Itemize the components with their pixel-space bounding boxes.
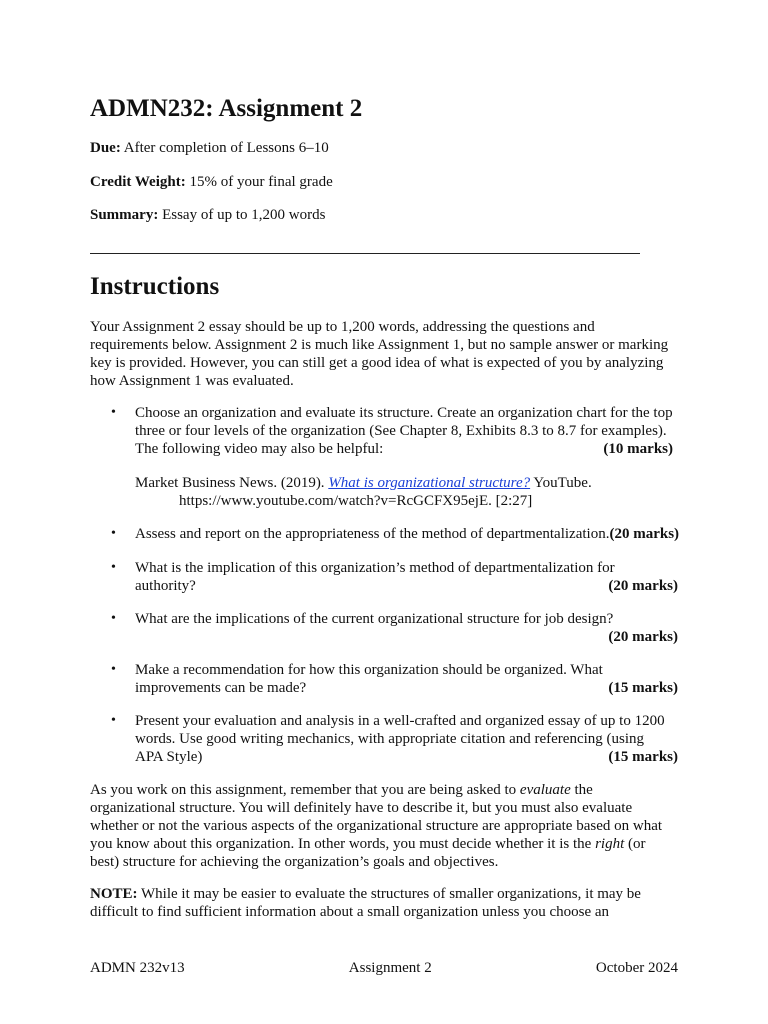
intro-line: key is provided. However, you can still get a good idea of what is expected of you by analyzing <box>90 355 664 371</box>
paragraph-line: difficult to find sufficient information about a small organization unless you choose an <box>90 904 610 920</box>
summary-value: Essay of up to 1,200 words <box>162 207 326 223</box>
bullet-line: Present your evaluation and analysis in a well-crafted and organized essay of up to 1200 <box>135 713 665 729</box>
bullet-line: Choose an organization and evaluate its structure. Create an organization chart for the top <box>135 405 673 421</box>
bullet-line: three or four levels of the organization (See Chapter 8, Exhibits 8.3 to 8.7 for examples). <box>135 423 667 439</box>
bullet-text <box>135 661 678 697</box>
due-value: After completion of Lessons 6–10 <box>123 140 329 156</box>
emphasis-text: right <box>595 836 625 852</box>
marks-label: (20 marks) <box>609 526 680 542</box>
bullet-line: Make a recommendation for how this organization should be organized. What <box>135 662 603 678</box>
credit-weight-line <box>90 173 333 191</box>
bullet-line: APA Style) <box>135 749 203 765</box>
intro-paragraph <box>90 318 678 390</box>
video-reference <box>135 474 592 510</box>
bullet-text <box>135 610 678 646</box>
footer-title: Assignment 2 <box>348 960 432 976</box>
paragraph-line: whether or not the various aspects of the organizational structure are appropriate based on what <box>90 818 663 834</box>
horizontal-divider <box>90 253 640 254</box>
text-run: While it may be easier to evaluate the structures of smaller organizations, it may be <box>141 886 641 902</box>
marks-label: (15 marks) <box>608 680 678 696</box>
marks-label: (20 marks) <box>608 578 678 594</box>
paragraph-line: organizational structure. You will definitely have to describe it, but you must also evaluate <box>90 800 633 816</box>
reference-suffix: YouTube. <box>533 475 592 491</box>
marks-label: (15 marks) <box>608 749 678 765</box>
bullet-icon: • <box>111 526 116 541</box>
paragraph-line: best) structure for achieving the organization’s goals and objectives. <box>90 854 499 870</box>
emphasis-text: evaluate <box>519 782 571 798</box>
bullet-line: What is the implication of this organization’s method of departmentalization for <box>135 560 615 576</box>
evaluate-paragraph <box>90 781 678 871</box>
note-paragraph <box>90 885 678 921</box>
credit-weight-value: 15% of your final grade <box>189 174 333 190</box>
marks-label: (10 marks) <box>603 441 673 457</box>
paragraph-line <box>90 885 678 903</box>
bullet-line: words. Use good writing mechanics, with appropriate citation and referencing (using <box>135 731 645 747</box>
bullet-text <box>135 404 678 458</box>
paragraph-line <box>90 835 678 853</box>
bullet-icon: • <box>111 611 116 626</box>
due-label: Due: <box>90 140 121 156</box>
intro-line: Your Assignment 2 essay should be up to 1,200 words, addressing the questions and <box>90 319 595 335</box>
bullet-text <box>135 525 678 543</box>
bullet-line: What are the implications of the current organizational structure for job design? <box>135 611 614 627</box>
bullet-line: Assess and report on the appropriateness of the method of departmentalization. <box>135 526 610 542</box>
reference-url: https://www.youtube.com/watch?v=RcGCFX95ejE. [2:27] <box>179 493 533 509</box>
bullet-line: improvements can be made? <box>135 680 307 696</box>
intro-line: how Assignment 1 was evaluated. <box>90 373 294 389</box>
instructions-heading: Instructions <box>90 273 220 300</box>
footer-course-code: ADMN 232v13 <box>90 960 185 976</box>
summary-label: Summary: <box>90 207 159 223</box>
summary-line <box>90 206 325 224</box>
bullet-line: authority? <box>135 578 196 594</box>
page-footer <box>90 959 678 977</box>
paragraph-line <box>90 781 678 799</box>
credit-weight-label: Credit Weight: <box>90 174 186 190</box>
due-line <box>90 139 329 157</box>
footer-date: October 2024 <box>595 960 678 976</box>
bullet-icon: • <box>111 713 116 728</box>
bullet-icon: • <box>111 405 116 420</box>
text-run: you know about this organization. In other words, you must decide whether it is the <box>90 836 592 852</box>
bullet-line: The following video may also be helpful: <box>135 441 384 457</box>
note-label: NOTE: <box>90 886 138 902</box>
page-title: ADMN232: Assignment 2 <box>90 95 363 122</box>
intro-line: requirements below. Assignment 2 is much like Assignment 1, but no sample answer or marking <box>90 337 669 353</box>
bullet-text <box>135 559 678 595</box>
video-link[interactable]: What is organizational structure? <box>328 475 531 491</box>
reference-prefix: Market Business News. (2019). <box>135 475 325 491</box>
bullet-text <box>135 712 678 766</box>
text-run: As you work on this assignment, remember that you are being asked to <box>90 782 517 798</box>
text-run: (or <box>628 836 646 852</box>
bullet-icon: • <box>111 662 116 677</box>
text-run: the <box>574 782 593 798</box>
bullet-icon: • <box>111 560 116 575</box>
marks-label: (20 marks) <box>608 629 678 645</box>
